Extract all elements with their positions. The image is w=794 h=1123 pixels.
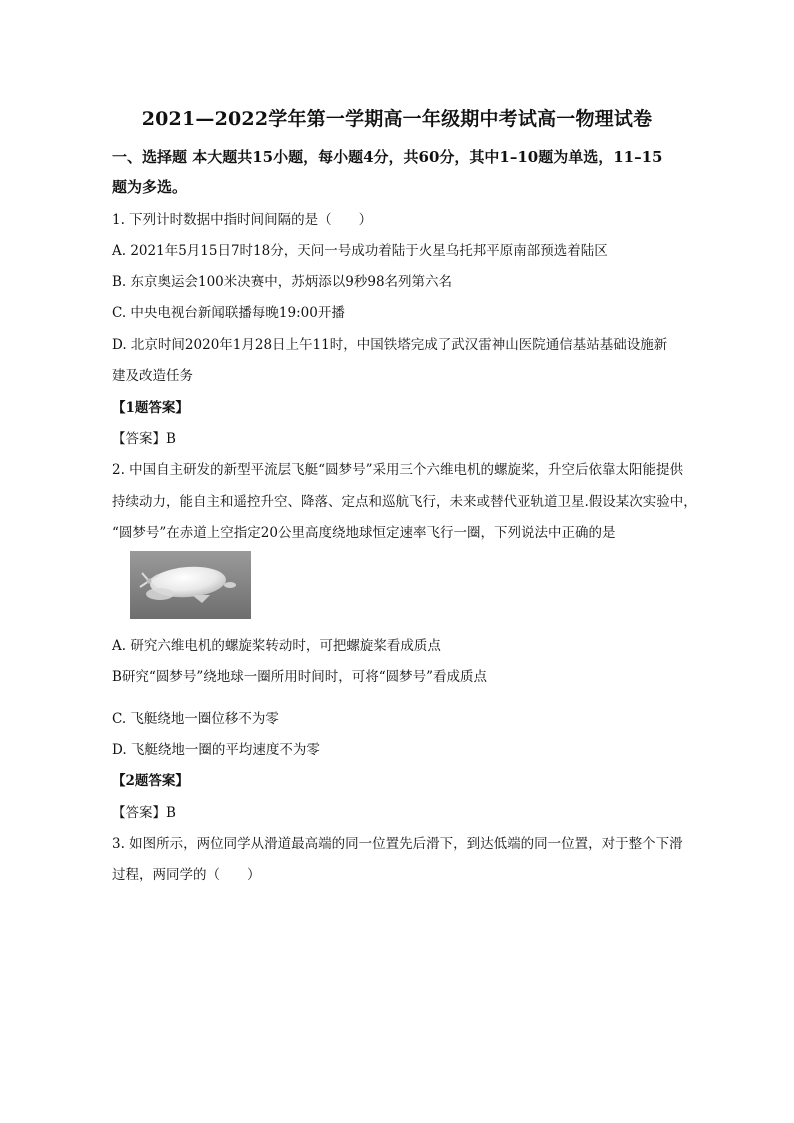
- question-1-option-c: C. 中央电视台新闻联播每晚19:00开播: [112, 305, 345, 321]
- question-1-option-d-line2: 建及改造任务: [112, 368, 193, 384]
- question-1-option-d-line1: D. 北京时间2020年1月28日上午11时，中国铁塔完成了武汉雷神山医院通信基站基础设施新: [112, 337, 668, 353]
- exam-title: 2021—2022学年第一学期高一年级期中考试高一物理试卷: [141, 108, 653, 130]
- question-3-stem-line1: 3. 如图所示，两位同学从滑道最高端的同一位置先后滑下，到达低端的同一位置，对于整个下滑: [112, 836, 683, 852]
- question-2-option-a: A. 研究六维电机的螺旋桨转动时，可把螺旋桨看成质点: [112, 638, 441, 654]
- section-heading-line2: 题为多选。: [112, 178, 188, 196]
- question-2-stem-line1: 2. 中国自主研发的新型平流层飞艇“圆梦号”采用三个六维电机的螺旋桨，升空后依靠太阳能提供: [112, 462, 683, 478]
- question-2-stem-line2: 持续动力，能自主和遥控升空、降落、定点和巡航飞行，未来或替代亚轨道卫星.假设某次实验中，: [112, 494, 697, 510]
- question-2-stem-line3: “圆梦号”在赤道上空指定20公里高度绕地球恒定速率飞行一圈，下列说法中正确的是: [112, 525, 616, 541]
- question-2-option-c: C. 飞艇绕地一圈位移不为零: [112, 711, 279, 727]
- question-2-option-d: D. 飞艇绕地一圈的平均速度不为零: [112, 742, 320, 758]
- question-1-stem: 1. 下列计时数据中指时间间隔的是（ ）: [112, 212, 373, 228]
- question-1-answer: 【答案】B: [112, 431, 176, 447]
- question-1-option-a: A. 2021年5月15日7时18分，天问一号成功着陆于火星乌托邦平原南部预选着陆区: [112, 243, 608, 259]
- question-2-option-b: B研究“圆梦号”绕地球一圈所用时间时，可将“圆梦号”看成质点: [112, 669, 488, 685]
- question-3-stem-line2: 过程，两同学的（ ）: [112, 867, 261, 883]
- question-2-answer-header: 【2题答案】: [112, 773, 189, 789]
- question-2-answer: 【答案】B: [112, 805, 176, 821]
- airship-photo: [130, 551, 251, 619]
- airship-image: [130, 551, 251, 619]
- question-1-answer-header: 【1题答案】: [112, 400, 189, 416]
- question-1-option-b: B. 东京奥运会100米决赛中，苏炳添以9秒98名列第六名: [112, 274, 453, 290]
- section-heading-line1: 一、选择题 本大题共15小题，每小题4分，共60分，其中1–10题为单选，11–15: [112, 148, 663, 166]
